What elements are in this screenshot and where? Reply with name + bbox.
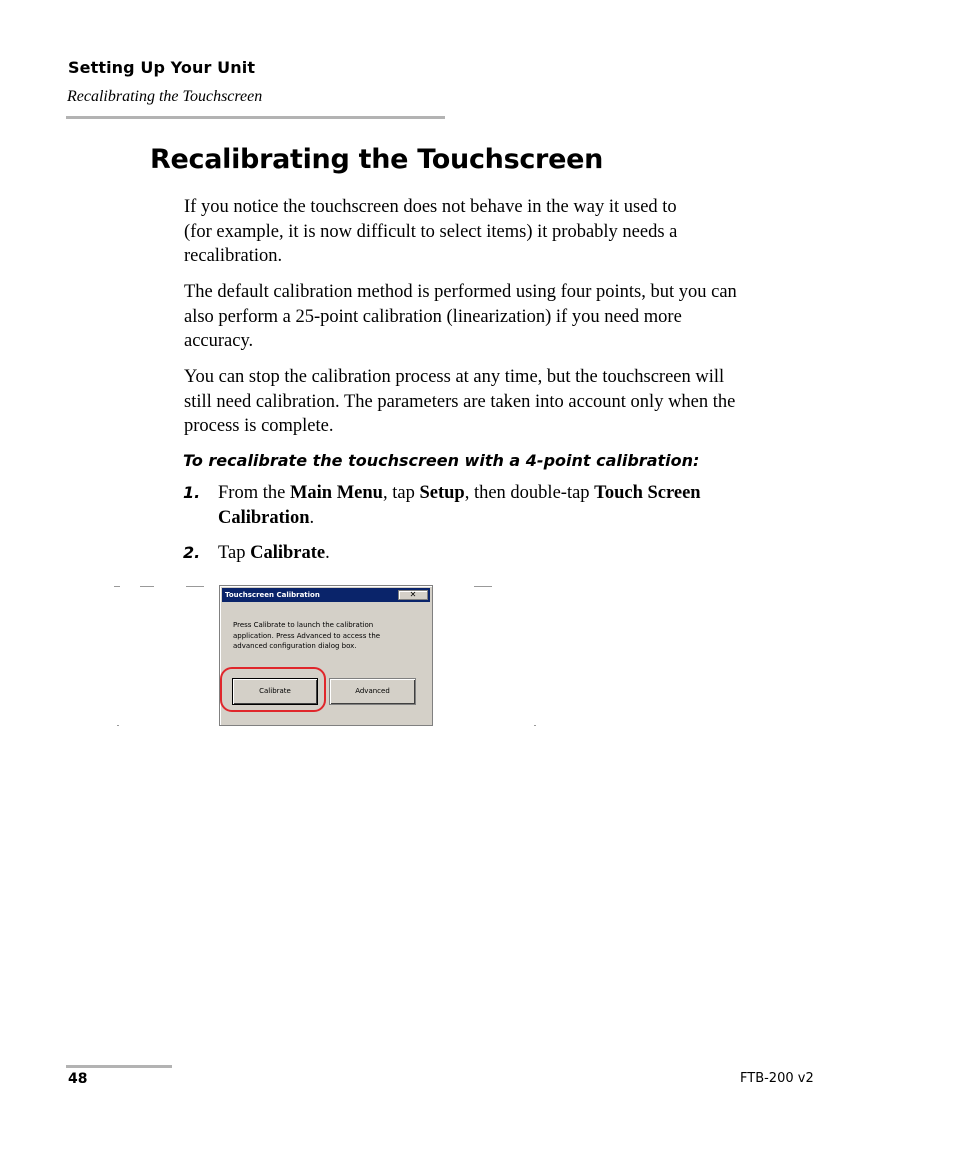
- close-icon: ✕: [409, 590, 417, 599]
- scan-mark: [474, 586, 492, 587]
- dialog-titlebar: [222, 588, 430, 602]
- step-text-run: From the: [218, 483, 290, 503]
- paragraph-line: (for example, it is now difficult to select items) it probably needs a: [184, 221, 678, 242]
- calibrate-highlight-ring: [220, 667, 326, 712]
- paragraph-line: accuracy.: [184, 331, 254, 351]
- step-1-text: [218, 481, 818, 530]
- paragraph-line: still need calibration. The parameters are taken into account only when the: [184, 391, 736, 412]
- close-button[interactable]: [398, 590, 428, 600]
- product-name: FTB-200 v2: [740, 1071, 814, 1086]
- step-number: 2.: [183, 543, 201, 562]
- paragraph-3: [184, 365, 824, 439]
- paragraph-1: [184, 195, 824, 269]
- page-title: Recalibrating the Touchscreen: [150, 144, 604, 175]
- paragraph-2: [184, 280, 824, 354]
- step-text-run: .: [309, 507, 315, 528]
- dialog-message: [233, 620, 408, 652]
- advanced-button[interactable]: Advanced: [329, 678, 416, 705]
- step-bold-run: Calibration: [218, 507, 310, 528]
- calibrate-button[interactable]: Calibrate: [232, 678, 318, 705]
- step-bold-run: Touch Screen: [594, 483, 701, 503]
- paragraph-line: The default calibration method is performed using four points, but you can: [184, 282, 737, 302]
- running-header-chapter: Setting Up Your Unit: [68, 58, 256, 77]
- scan-mark: [140, 586, 154, 587]
- running-header-section: Recalibrating the Touchscreen: [67, 88, 263, 105]
- message-line: advanced configuration dialog box.: [233, 642, 357, 650]
- paragraph-line: If you notice the touchscreen does not behave in the way it used to: [184, 197, 677, 217]
- procedure-heading: To recalibrate the touchscreen with a 4-point calibration:: [183, 451, 700, 470]
- scan-mark: [534, 725, 536, 726]
- step-text-run: Tap: [218, 543, 251, 563]
- header-rule: [66, 116, 445, 119]
- step-text-run: , then double-tap: [464, 483, 595, 503]
- paragraph-line: recalibration.: [184, 246, 283, 266]
- message-line: application. Press Advanced to access the: [233, 631, 381, 640]
- step-2-text: [218, 541, 818, 566]
- footer-rule: [66, 1065, 172, 1068]
- scan-mark: [117, 725, 119, 726]
- paragraph-line: You can stop the calibration process at any time, but the touchscreen will: [184, 367, 725, 387]
- step-text-run: .: [325, 543, 330, 563]
- scan-mark: [114, 586, 120, 587]
- page-number: 48: [68, 1071, 88, 1087]
- paragraph-line: also perform a 25-point calibration (linearization) if you need more: [184, 306, 682, 327]
- step-bold-run: Setup: [419, 483, 465, 503]
- dialog-title: Touchscreen Calibration: [225, 591, 320, 599]
- paragraph-line: process is complete.: [184, 416, 334, 436]
- step-bold-run: Main Menu: [289, 483, 383, 503]
- scan-mark: [186, 586, 204, 587]
- step-bold-run: Calibrate: [250, 543, 326, 563]
- step-number: 1.: [183, 483, 201, 502]
- step-text-run: , tap: [382, 483, 420, 503]
- message-line: Press Calibrate to launch the calibration: [233, 621, 374, 629]
